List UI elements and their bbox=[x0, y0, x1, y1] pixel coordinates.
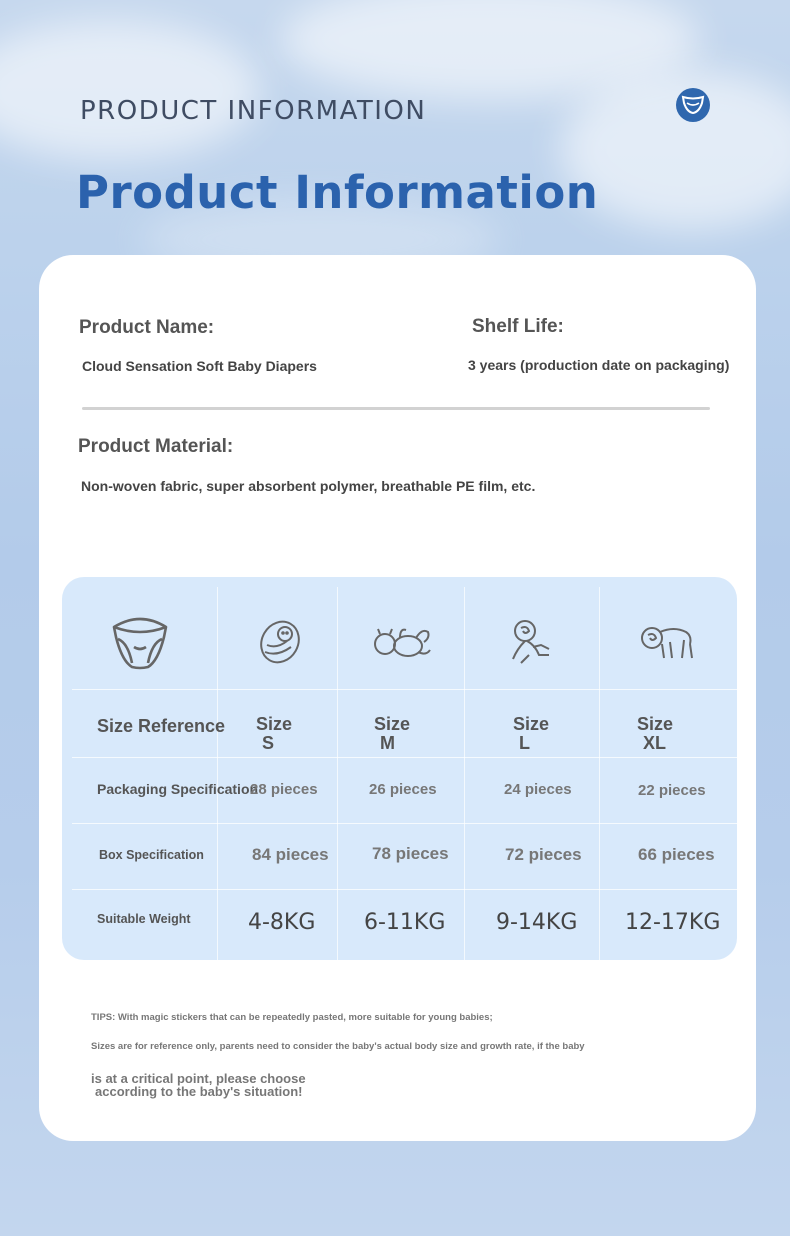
table-divider bbox=[72, 757, 737, 758]
diaper-icon bbox=[97, 597, 182, 687]
product-name-value: Cloud Sensation Soft Baby Diapers bbox=[82, 358, 317, 374]
shelf-life-value: 3 years (production date on packaging) bbox=[468, 357, 730, 373]
tip-line-1: TIPS: With magic stickers that can be repeatedly pasted, more suitable for young babies; bbox=[91, 1012, 493, 1023]
product-material-value: Non-woven fabric, super absorbent polymer, breathable PE film, etc. bbox=[81, 478, 536, 494]
size-m-header bbox=[374, 715, 410, 753]
packaging-value-xl: 22 pieces bbox=[638, 782, 706, 799]
box-spec-label: Box Specification bbox=[99, 848, 204, 862]
info-card bbox=[39, 255, 756, 1141]
sitting-baby-icon bbox=[492, 597, 572, 687]
box-value-l: 72 pieces bbox=[505, 845, 582, 864]
weight-value-m: 6-11KG bbox=[364, 910, 446, 935]
product-name-label: Product Name: bbox=[79, 317, 215, 338]
lying-baby-icon bbox=[362, 597, 442, 687]
size-table bbox=[62, 577, 737, 960]
table-divider bbox=[337, 587, 338, 960]
table-divider bbox=[72, 889, 737, 890]
size-code: L bbox=[519, 733, 530, 753]
packaging-value-s: 28 pieces bbox=[250, 781, 318, 798]
suitable-weight-label: Suitable Weight bbox=[97, 912, 191, 926]
size-code: S bbox=[262, 733, 275, 753]
size-reference-label: Size Reference bbox=[97, 716, 226, 736]
box-value-m: 78 pieces bbox=[372, 844, 449, 863]
weight-value-l: 9-14KG bbox=[496, 910, 578, 935]
product-material-label: Product Material: bbox=[78, 436, 234, 457]
diaper-badge-icon bbox=[676, 88, 710, 122]
size-s-header bbox=[256, 715, 292, 753]
tip-line-3: is at a critical point, please choose bbox=[91, 1071, 306, 1086]
size-word: Size bbox=[374, 714, 411, 734]
section-divider bbox=[82, 407, 710, 410]
crawling-baby-icon bbox=[622, 597, 712, 687]
size-word: Size bbox=[256, 714, 293, 734]
packaging-spec-label: Packaging Specification bbox=[97, 781, 259, 797]
swaddled-baby-icon bbox=[242, 597, 317, 687]
table-divider bbox=[72, 823, 737, 824]
size-word: Size bbox=[513, 714, 550, 734]
background-cloud bbox=[0, 20, 260, 160]
size-code: M bbox=[380, 733, 395, 753]
table-divider bbox=[217, 587, 218, 960]
box-value-xl: 66 pieces bbox=[638, 845, 715, 864]
size-l-header bbox=[513, 715, 549, 753]
page-title: Product Information bbox=[76, 166, 599, 219]
box-value-s: 84 pieces bbox=[252, 845, 329, 864]
packaging-value-l: 24 pieces bbox=[504, 781, 572, 798]
tip-line-2: Sizes are for reference only, parents need to consider the baby's actual body size and growth rate, if the baby bbox=[91, 1041, 585, 1052]
table-divider bbox=[464, 587, 465, 960]
eyebrow-title: PRODUCT INFORMATION bbox=[80, 96, 427, 126]
table-divider bbox=[599, 587, 600, 960]
packaging-value-m: 26 pieces bbox=[369, 781, 437, 798]
tip-line-4: according to the baby's situation! bbox=[95, 1084, 303, 1099]
size-xl-header bbox=[637, 715, 673, 753]
shelf-life-label: Shelf Life: bbox=[472, 316, 564, 337]
weight-value-xl: 12-17KG bbox=[625, 910, 721, 935]
size-code: XL bbox=[643, 733, 667, 753]
weight-value-s: 4-8KG bbox=[248, 910, 316, 935]
table-divider bbox=[72, 689, 737, 690]
size-word: Size bbox=[637, 714, 674, 734]
